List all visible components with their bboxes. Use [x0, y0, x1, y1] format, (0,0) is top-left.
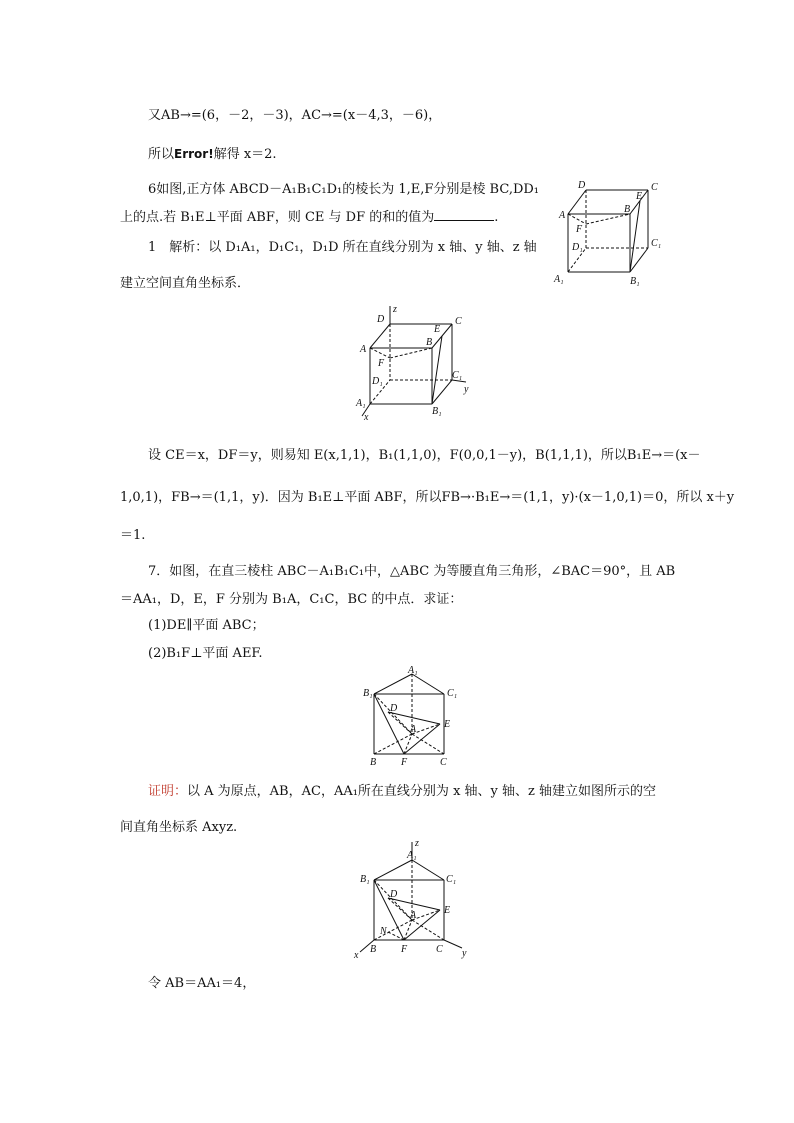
- fig2-label: x: [364, 412, 369, 422]
- fig1-label: C: [651, 182, 658, 193]
- fig4-label: B: [370, 944, 377, 955]
- fig4-label: y: [462, 948, 467, 959]
- fig1-label: A₁: [554, 274, 564, 285]
- vector-line: 又AB→=(6，－2，－3)，AC→=(x－4,3，－6)，: [148, 108, 442, 123]
- q7-text-2: ＝AA₁，D，E，F 分别为 B₁A，C₁C，BC 的中点．求证：: [120, 592, 463, 607]
- fig2-label: E: [434, 324, 441, 335]
- solution-line-3: ＝1.: [120, 528, 146, 543]
- fig4-label: C₁: [446, 874, 457, 885]
- fig3-label: B: [370, 757, 377, 768]
- fig2-label: D: [377, 314, 385, 325]
- last-line: 令 AB＝AA₁＝4，: [148, 976, 256, 991]
- q7-part-2: (2)B₁F⊥平面 AEF.: [148, 646, 263, 661]
- fig3-label: C₁: [447, 688, 458, 699]
- fig2-label: B₁: [432, 406, 442, 417]
- result-line: [148, 143, 277, 162]
- fig4-label: x: [354, 950, 359, 961]
- fig1-label: C₁: [651, 238, 662, 249]
- fig3-label: A: [410, 724, 417, 735]
- fig3-label: C: [440, 757, 447, 768]
- result-prefix: 所以: [148, 147, 175, 162]
- q6-answer-2: 建立空间直角坐标系．: [120, 276, 251, 291]
- fig4-label: E: [444, 905, 451, 916]
- fig3-label: E: [444, 719, 451, 730]
- q6-text-1: 6如图,正方体 ABCD－A₁B₁C₁D₁的棱长为 1,E,F分别是棱 BC,DD₁: [148, 182, 540, 197]
- solution-line-2: 1,0,1)，FB→＝(1,1，y)．因为 B₁E⊥平面 ABF，所以FB→·B₁E→＝(1,1，y)·(x－1,0,1)＝0，所以 x＋y: [120, 490, 735, 505]
- solution-line-1: 设 CE＝x，DF＝y，则易知 E(x,1,1)，B₁(1,1,0)，F(0,0,1－y)，B(1,1,1)，所以B₁E→＝(x－: [148, 448, 701, 463]
- fig2-label: z: [393, 304, 397, 315]
- prism-figure-2: [350, 836, 476, 962]
- fig3-label: D: [390, 703, 398, 714]
- fig4-label: B₁: [360, 874, 370, 885]
- fig4-label: A: [410, 910, 417, 921]
- fig1-label: B: [624, 204, 631, 215]
- fig1-label: D: [578, 180, 586, 191]
- cube-figure-1: [548, 176, 668, 288]
- fig4-label: F: [401, 944, 408, 955]
- fig2-label: C₁: [452, 370, 463, 381]
- fig1-label: E: [636, 191, 643, 202]
- fig2-label: C: [455, 316, 462, 327]
- fig1-label: A: [559, 210, 566, 221]
- fig3-label: B₁: [363, 688, 373, 699]
- fig4-label: C: [436, 944, 443, 955]
- fig3-label: A₁: [408, 665, 418, 676]
- q7-text-1: 7．如图，在直三棱柱 ABC－A₁B₁C₁中，△ABC 为等腰直角三角形，∠BAC＝90°，且 AB: [148, 564, 676, 579]
- cube-figure-2: [352, 300, 478, 422]
- proof-label: 证明：: [148, 784, 188, 799]
- fig1-label: B₁: [630, 276, 640, 287]
- fig2-label: y: [464, 384, 469, 395]
- fig4-label: A₁: [407, 850, 417, 861]
- fig2-label: B: [426, 337, 433, 348]
- q6-answer-text: 1 解析：以 D₁A₁，D₁C₁，D₁D 所在直线分别为 x 轴、y 轴、z 轴: [148, 240, 537, 255]
- q7-part-1: (1)DE∥平面 ABC；: [148, 618, 265, 633]
- fig3-label: F: [401, 757, 408, 768]
- result-suffix: 解得 x＝2.: [213, 147, 277, 162]
- prism-figure-1: [360, 664, 470, 774]
- fig2-label: A: [360, 344, 367, 355]
- fig1-label: F: [576, 224, 583, 235]
- q6-end: .: [494, 210, 499, 225]
- proof-text-1: 以 A 为原点，AB，AC，AA₁所在直线分别为 x 轴、y 轴、z 轴建立如图所示的空: [187, 784, 656, 799]
- fig2-label: A₁: [356, 398, 366, 409]
- proof-line-1: [148, 780, 656, 799]
- fig4-label: z: [415, 838, 419, 849]
- fig4-label: N: [380, 926, 387, 937]
- fig1-label: D₁: [572, 242, 583, 253]
- q6-answer: [148, 236, 537, 255]
- fig4-label: D: [390, 889, 398, 900]
- fig2-label: D₁: [372, 376, 383, 387]
- error-text: Error!: [174, 147, 214, 161]
- proof-line-2: 间直角坐标系 Axyz.: [120, 820, 238, 835]
- q6-question: 上的点.若 B₁E⊥平面 ABF，则 CE 与 DF 的和的值为: [120, 210, 435, 225]
- q6-text-2: [120, 206, 498, 225]
- fig2-label: F: [378, 358, 385, 369]
- answer-blank: [434, 209, 494, 221]
